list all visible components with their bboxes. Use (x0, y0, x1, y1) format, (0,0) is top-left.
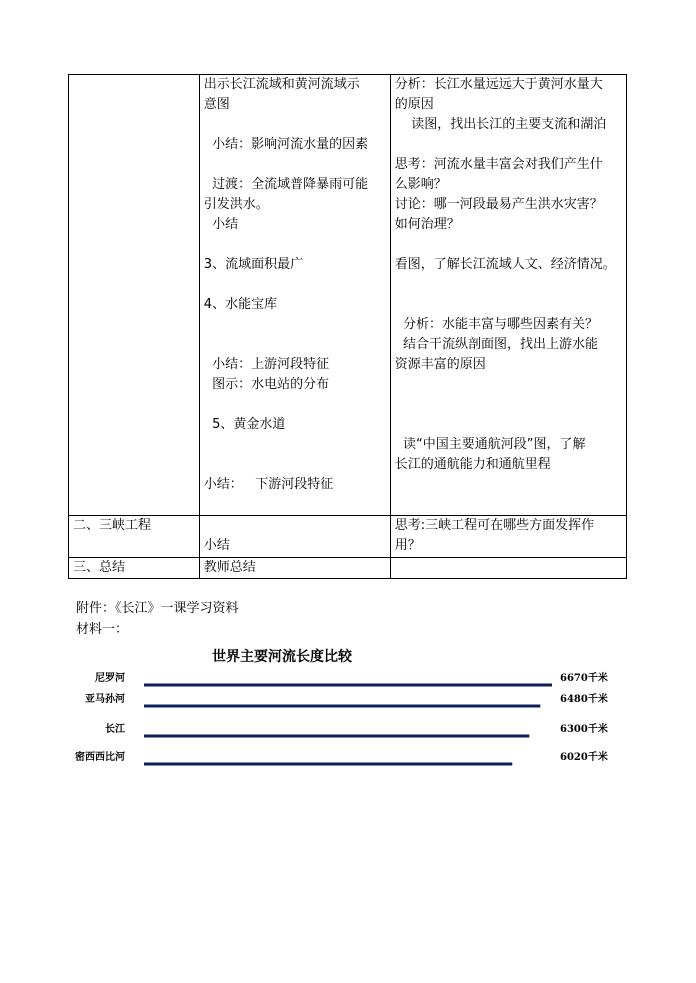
cell-text-line: 3、流域面积最广 (203, 257, 304, 272)
cell-text-line: 意图 (203, 97, 230, 112)
cell-text-line (395, 375, 622, 395)
cell-text-line: 三、总结 (73, 560, 126, 575)
cell-text-line: 思考:三峡工程可在哪些方面发挥作 (394, 518, 595, 533)
cell-text-line (204, 155, 386, 175)
row2-col2-cell (199, 516, 390, 558)
cell-text-line: 思考：河流水量丰富会对我们产生什 (394, 157, 603, 172)
cell-text-line (204, 395, 386, 415)
cell-text-line: 分析：长江水量远远大于黄河水量大 (394, 77, 603, 92)
cell-text-line (204, 435, 386, 455)
cell-text-line (204, 335, 386, 355)
cell-text-line (395, 275, 622, 295)
row2-col1-cell (69, 516, 200, 558)
table-row (69, 516, 627, 558)
cell-text-line (204, 315, 386, 335)
cell-text-line: 小结 (203, 538, 230, 553)
lesson-plan-table (68, 74, 627, 579)
river-length-chart (70, 640, 630, 790)
cell-text-line: 过渡：全流域普降暴雨可能 (203, 177, 369, 192)
river-length-bar (144, 684, 552, 687)
cell-text-line: 读图，找出长江的主要支流和湖泊 (394, 117, 607, 132)
row2-col3-cell (390, 516, 626, 558)
river-name-label: 亚马孙河 (85, 694, 125, 705)
river-length-label: 6670千米 (560, 673, 608, 684)
table-row (69, 558, 627, 579)
row3-col2-cell (199, 558, 390, 579)
cell-text-line: 的原因 (394, 97, 434, 112)
cell-text-line (204, 235, 386, 255)
cell-text-line (395, 475, 622, 495)
river-name-label: 密西西比河 (75, 752, 125, 763)
cell-text-line (204, 455, 386, 475)
cell-text-line: 4、水能宝库 (203, 297, 278, 312)
cell-text-line: 用？ (394, 538, 421, 553)
material-label: 材料一： (76, 622, 129, 637)
river-length-label: 6300千米 (560, 724, 608, 735)
river-name-label: 尼罗河 (95, 673, 125, 684)
cell-text-line: 如何治理？ (394, 217, 460, 232)
cell-text-line: 分析：水能丰富与哪些因素有关？ (394, 317, 598, 332)
river-length-bar (144, 705, 540, 708)
attachment-section (76, 598, 239, 640)
river-length-bar (144, 735, 529, 738)
cell-text-line (204, 516, 386, 536)
cell-text-line: 小结：影响河流水量的因素 (203, 137, 369, 152)
cell-text-line: 5、黄金水道 (203, 417, 286, 432)
cell-text-line (395, 395, 622, 415)
cell-text-line: 小结 (203, 217, 239, 232)
chart-title: 世界主要河流长度比较 (212, 649, 352, 665)
cell-text-line (395, 235, 622, 255)
row3-col1-cell (69, 558, 200, 579)
cell-text-line (395, 295, 622, 315)
cell-text-line: 小结： 下游河段特征 (203, 477, 334, 492)
attachment-title: 附件：《长江》一课学习资料 (76, 601, 239, 616)
row1-col3-cell (390, 75, 626, 516)
cell-text-line: 二、三峡工程 (73, 518, 152, 533)
cell-text-line: 小结：上游河段特征 (203, 357, 330, 372)
row1-col2-cell (199, 75, 390, 516)
cell-text-line (395, 558, 622, 578)
cell-text-line (395, 135, 622, 155)
cell-text-line: 引发洪水。 (203, 197, 269, 212)
cell-text-line: 结合干流纵剖面图，找出上游水能 (394, 337, 598, 352)
river-length-label: 6020千米 (560, 752, 608, 763)
cell-text-line: 教师总结 (203, 560, 256, 575)
cell-text-line: 读“中国主要通航河段”图，了解 (394, 437, 586, 452)
cell-text-line: 讨论：哪一河段最易产生洪水灾害？ (394, 197, 603, 212)
river-name-label: 长江 (105, 724, 125, 735)
cell-text-line (395, 415, 622, 435)
cell-text-line: 看图，了解长江流域人文、经济情况。 (394, 257, 616, 272)
cell-text-line: 图示：水电站的分布 (203, 377, 330, 392)
river-length-label: 6480千米 (560, 694, 608, 705)
cell-text-line: 么影响？ (394, 177, 447, 192)
cell-text-line: 资源丰富的原因 (394, 357, 486, 372)
table-row (69, 75, 627, 516)
cell-text-line: 长江的通航能力和通航里程 (394, 457, 551, 472)
row1-col1-cell (69, 75, 200, 516)
cell-text-line (204, 115, 386, 135)
row3-col3-cell (390, 558, 626, 579)
cell-text-line: 出示长江流域和黄河流域示 (203, 77, 360, 92)
river-length-bar (144, 763, 512, 766)
cell-text-line (204, 275, 386, 295)
